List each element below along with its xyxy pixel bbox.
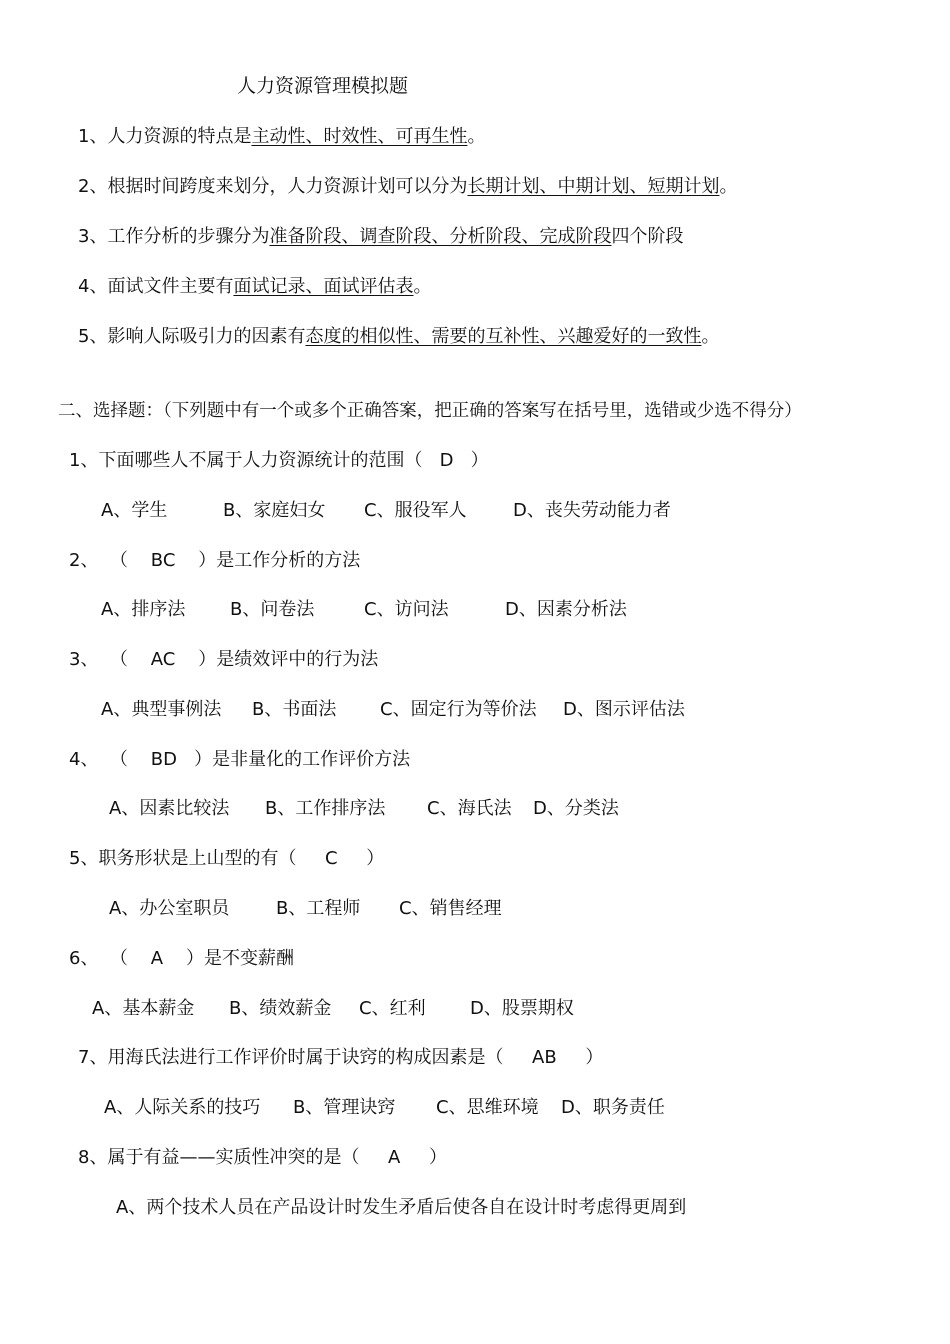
option: A、两个技术人员在产品设计时发生矛盾后使各自在设计时考虑得更周到 — [116, 1197, 687, 1218]
option: D、丧失劳动能力者 — [513, 500, 671, 521]
item-number: 2、 — [78, 176, 108, 197]
question-stem: 6、 （ A ）是不变薪酬 — [69, 948, 294, 969]
option: C、固定行为等价法 — [380, 699, 537, 720]
item-text: 影响人际吸引力的因素有 — [107, 326, 306, 347]
option: A、因素比较法 — [109, 798, 230, 819]
question-stem: 3、 （ AC ）是绩效评中的行为法 — [69, 649, 379, 670]
item-suffix: 。 — [701, 326, 720, 347]
option: D、职务责任 — [561, 1097, 665, 1118]
fill-in-item — [78, 275, 431, 299]
item-text: 人力资源的特点是 — [107, 126, 252, 147]
option: B、管理诀窍 — [293, 1097, 396, 1118]
item-number: 4、 — [78, 276, 108, 297]
fill-in-item — [78, 125, 485, 149]
item-number: 5、 — [78, 326, 108, 347]
question-stem: 8、属于有益——实质性冲突的是（ A ） — [78, 1147, 447, 1168]
question-stem: 2、 （ BC ）是工作分析的方法 — [69, 550, 361, 571]
item-answer: 态度的相似性、需要的互补性、兴趣爱好的一致性 — [305, 326, 702, 347]
option: A、人际关系的技巧 — [104, 1097, 261, 1118]
item-answer: 主动性、时效性、可再生性 — [251, 126, 468, 147]
option: B、家庭妇女 — [223, 500, 326, 521]
option: C、海氏法 — [427, 798, 512, 819]
option: A、学生 — [101, 500, 168, 521]
option: A、基本薪金 — [92, 998, 195, 1019]
page-title: 人力资源管理模拟题 — [237, 75, 409, 97]
item-answer: 面试记录、面试评估表 — [233, 276, 414, 297]
option: C、访问法 — [364, 599, 449, 620]
fill-in-item — [78, 225, 683, 249]
question-stem: 7、用海氏法进行工作评价时属于诀窍的构成因素是（ AB ） — [78, 1047, 604, 1068]
option: A、典型事例法 — [101, 699, 222, 720]
option: C、红利 — [359, 998, 426, 1019]
item-suffix: 四个阶段 — [611, 226, 684, 247]
item-suffix: 。 — [719, 176, 738, 197]
option: B、问卷法 — [230, 599, 315, 620]
option: D、分类法 — [533, 798, 619, 819]
option: A、办公室职员 — [109, 898, 230, 919]
item-suffix: 。 — [467, 126, 486, 147]
item-text: 根据时间跨度来划分，人力资源计划可以分为 — [107, 176, 468, 197]
option: D、股票期权 — [470, 998, 574, 1019]
option: D、图示评估法 — [563, 699, 685, 720]
option: C、服役军人 — [364, 500, 467, 521]
section-heading: 二、选择题：（下列题中有一个或多个正确答案，把正确的答案写在括号里，选错或少选不得分） — [58, 401, 802, 421]
option: B、书面法 — [252, 699, 337, 720]
option: B、工程师 — [276, 898, 361, 919]
question-stem: 5、职务形状是上山型的有（ C ） — [69, 848, 385, 869]
option: D、因素分析法 — [505, 599, 627, 620]
item-text: 面试文件主要有 — [107, 276, 234, 297]
option: B、工作排序法 — [265, 798, 386, 819]
item-number: 1、 — [78, 126, 108, 147]
item-answer: 长期计划、中期计划、短期计划 — [467, 176, 720, 197]
item-suffix: 。 — [413, 276, 432, 297]
option: A、排序法 — [101, 599, 186, 620]
item-answer: 准备阶段、调查阶段、分析阶段、完成阶段 — [269, 226, 612, 247]
item-number: 3、 — [78, 226, 108, 247]
question-stem: 4、 （ BD ）是非量化的工作评价方法 — [69, 749, 411, 770]
question-stem: 1、下面哪些人不属于人力资源统计的范围（ D ） — [69, 450, 489, 471]
fill-in-item — [78, 175, 737, 199]
option: C、思维环境 — [436, 1097, 539, 1118]
fill-in-item — [78, 325, 719, 349]
option: C、销售经理 — [399, 898, 502, 919]
item-text: 工作分析的步骤分为 — [107, 226, 270, 247]
option: B、绩效薪金 — [229, 998, 332, 1019]
